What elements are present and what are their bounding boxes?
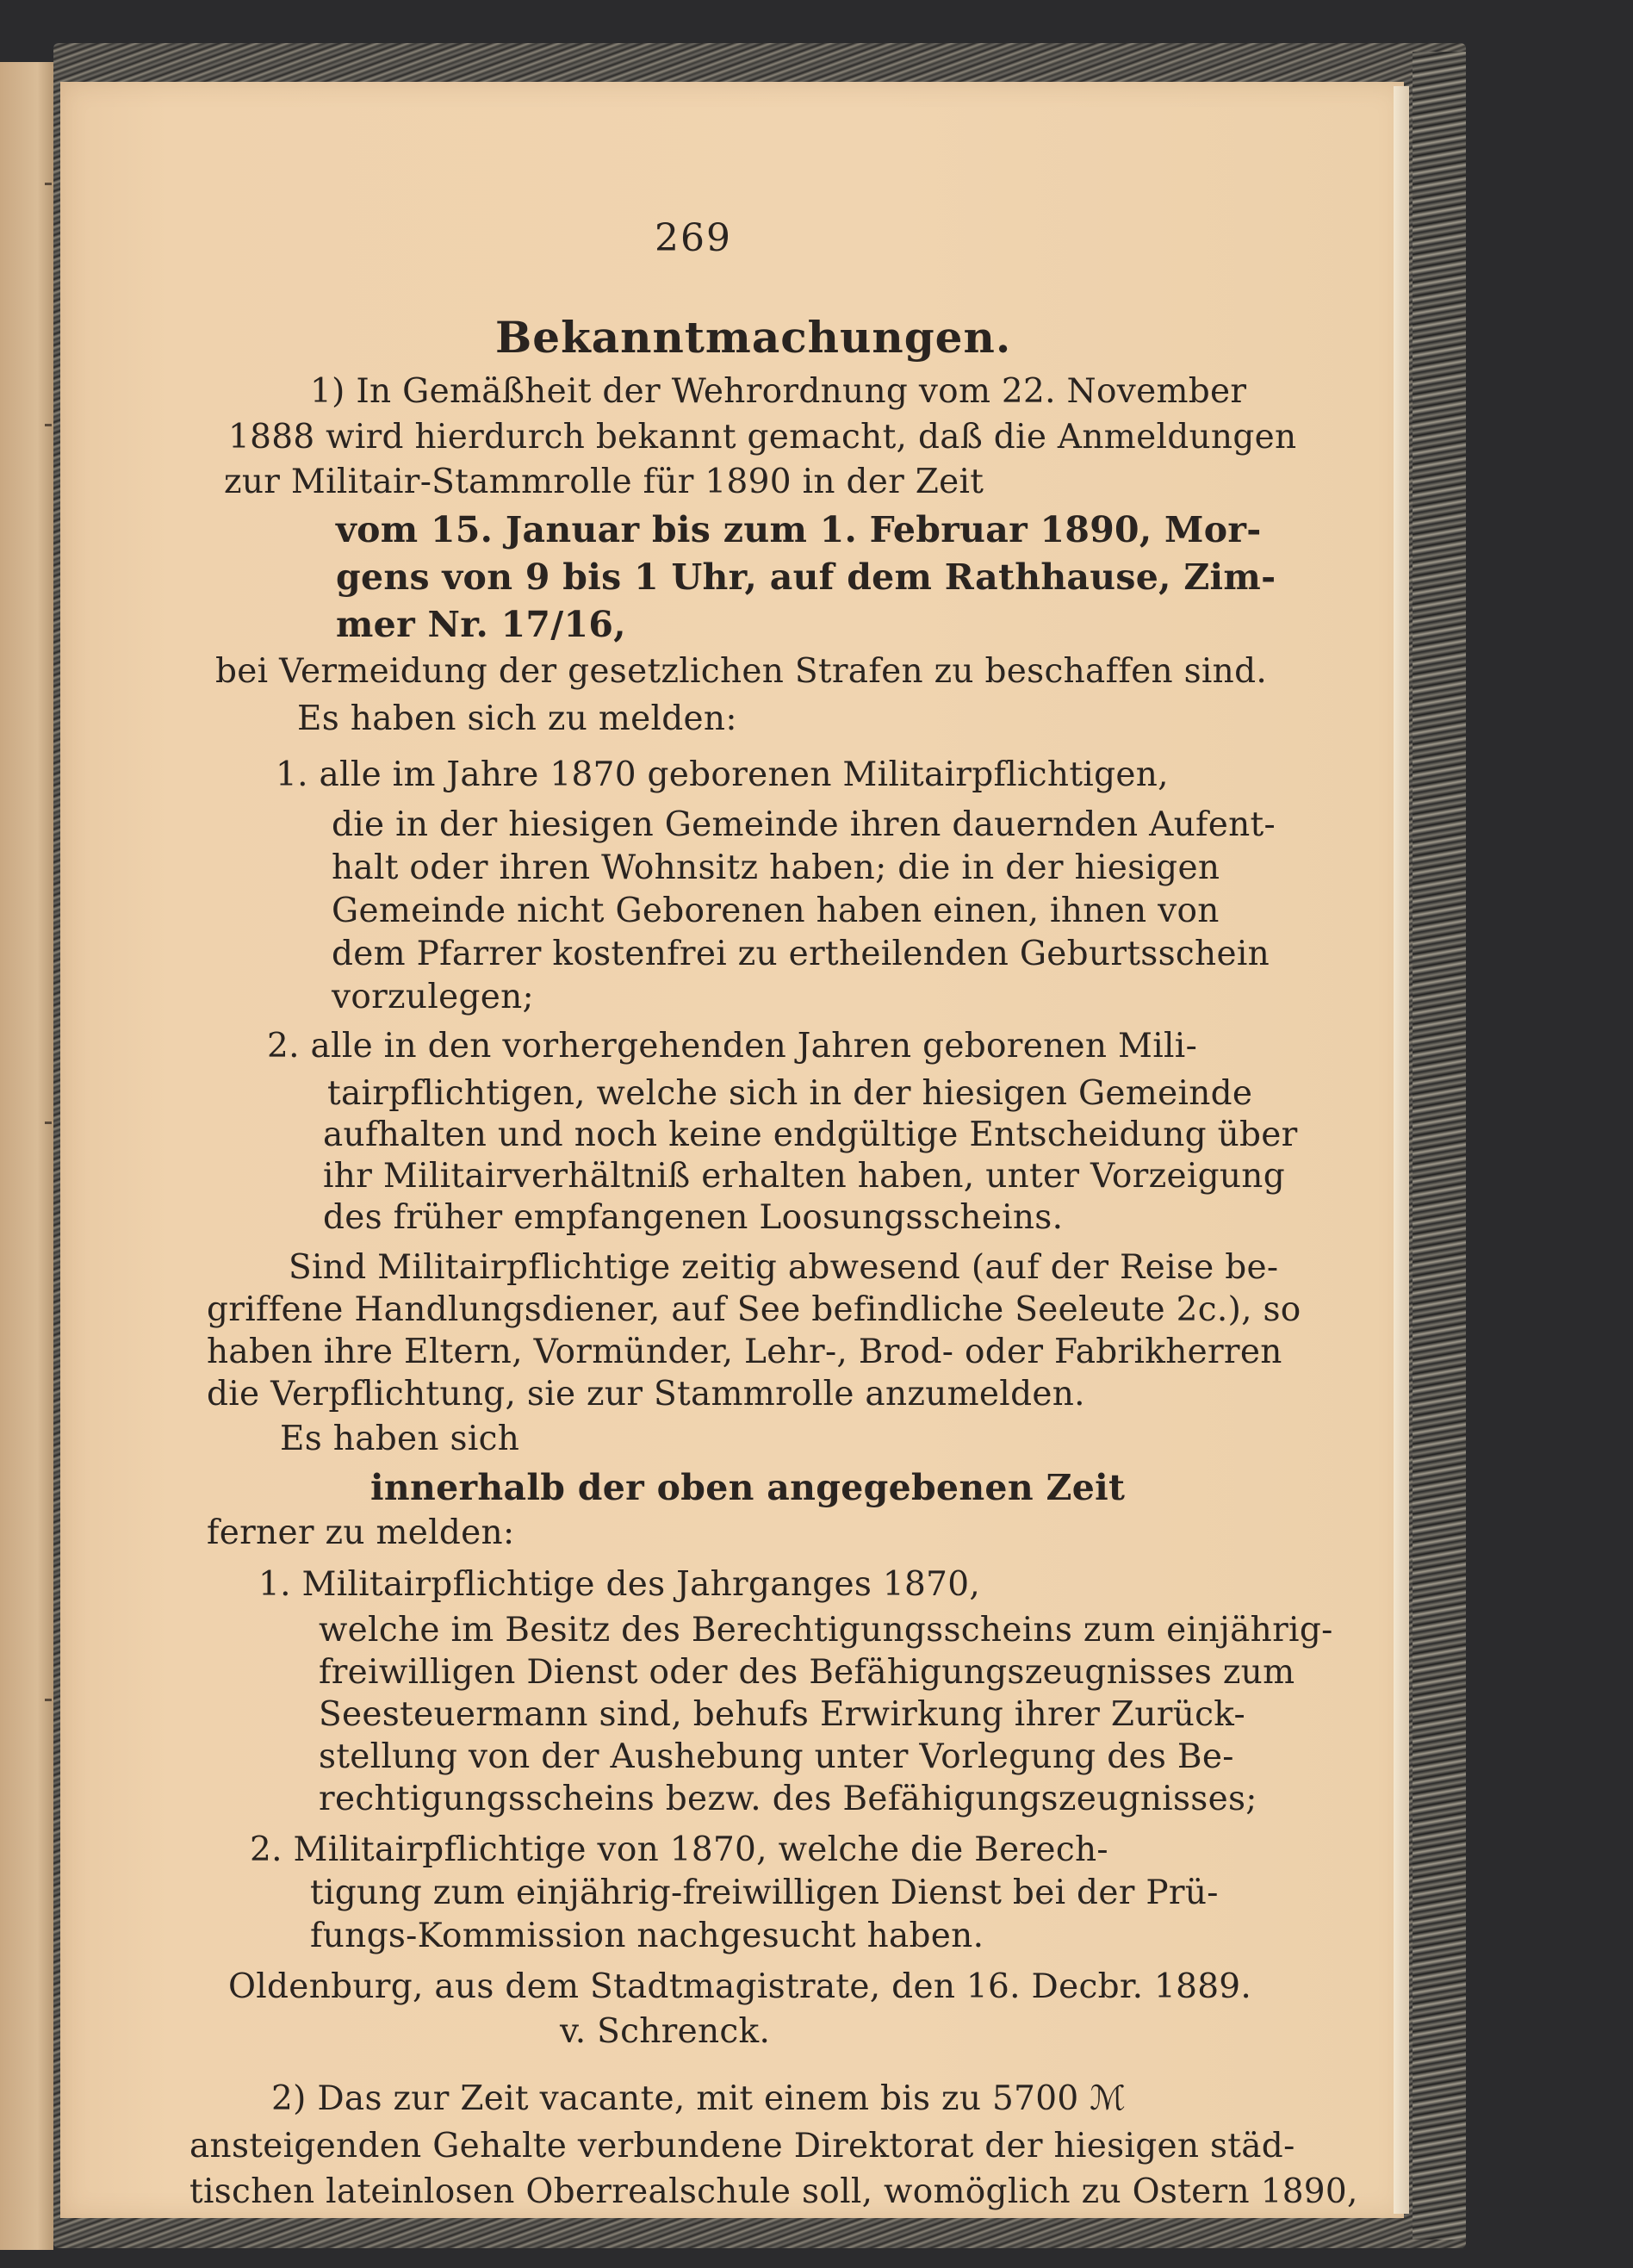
text-line: Sind Militairpflichtige zeitig abwesend (auf der Reise be- <box>289 1248 1279 1287</box>
page-heading: Bekanntmachungen. <box>495 312 1012 363</box>
text-line: tairpflichtigen, welche sich in der hiesigen Gemeinde <box>327 1074 1253 1113</box>
text-line: haben ihre Eltern, Vormünder, Lehr-, Brod- oder Fabrikherren <box>207 1333 1282 1371</box>
text-line: 1. Militairpflichtige des Jahrganges 1870, <box>258 1565 981 1604</box>
text-line: innerhalb der oben angegebenen Zeit <box>370 1467 1126 1508</box>
margin-mark <box>45 1699 52 1701</box>
text-line: rechtigungsscheins bezw. des Befähigungszeugnisses; <box>319 1780 1257 1818</box>
margin-mark <box>45 424 52 426</box>
text-line: Seesteuermann sind, behufs Erwirkung ihrer Zurück- <box>319 1695 1245 1734</box>
text-line: die Verpflichtung, sie zur Stammrolle anzumelden. <box>207 1375 1085 1414</box>
margin-mark <box>45 1122 52 1124</box>
text-line: Gemeinde nicht Geborenen haben einen, ihnen von <box>332 892 1220 930</box>
text-line: des früher empfangenen Loosungsscheins. <box>323 1198 1064 1237</box>
text-line: zur Militair-Stammrolle für 1890 in der Zeit <box>224 463 984 501</box>
page-text <box>60 82 1404 2218</box>
text-line: 2) Das zur Zeit vacante, mit einem bis zu 5700 ℳ <box>271 2079 1127 2118</box>
margin-mark <box>45 183 52 185</box>
text-line: 1. alle im Jahre 1870 geborenen Militairpflichtigen, <box>276 755 1169 794</box>
text-line: freiwilligen Dienst oder des Befähigungszeugnisses zum <box>319 1653 1295 1692</box>
text-line: Es haben sich zu melden: <box>297 699 737 738</box>
text-line: dem Pfarrer kostenfrei zu ertheilenden Geburtsschein <box>332 935 1270 973</box>
text-line: die in der hiesigen Gemeinde ihren dauernden Aufent- <box>332 805 1276 844</box>
text-line: ihr Militairverhältniß erhalten haben, unter Vorzeigung <box>323 1157 1285 1196</box>
book-page <box>60 82 1404 2218</box>
text-line: 1) In Gemäßheit der Wehrordnung vom 22. November <box>310 372 1247 411</box>
text-line: gens von 9 bis 1 Uhr, auf dem Rathhause, Zim- <box>336 556 1276 598</box>
text-line: 2. Militairpflichtige von 1870, welche die Berech- <box>250 1830 1108 1869</box>
text-line: v. Schrenck. <box>560 2012 771 2051</box>
text-line: halt oder ihren Wohnsitz haben; die in der hiesigen <box>332 848 1220 887</box>
text-line: vorzulegen; <box>332 978 534 1016</box>
text-line: tigung zum einjährig-freiwilligen Dienst bei der Prü- <box>310 1873 1219 1912</box>
marbled-cover-edge <box>1413 52 1466 2240</box>
page-edge-shadow <box>1394 86 1409 2214</box>
text-line: fungs-Kommission nachgesucht haben. <box>310 1917 984 1955</box>
text-line: 2. alle in den vorhergehenden Jahren geborenen Mili- <box>267 1027 1198 1066</box>
text-line: stellung von der Aushebung unter Vorlegung des Be- <box>319 1737 1234 1776</box>
text-line: ferner zu melden: <box>207 1513 515 1552</box>
text-line: ansteigenden Gehalte verbundene Direktorat der hiesigen städ- <box>189 2127 1295 2165</box>
page-number: 269 <box>655 216 732 260</box>
left-facing-page-edge <box>0 62 53 2250</box>
text-line: 1888 wird hierdurch bekannt gemacht, daß die Anmeldungen <box>228 418 1297 457</box>
text-line: mer Nr. 17/16, <box>336 604 626 645</box>
text-line: Oldenburg, aus dem Stadtmagistrate, den 16. Decbr. 1889. <box>228 1967 1252 2006</box>
text-line: aufhalten und noch keine endgültige Entscheidung über <box>323 1115 1298 1154</box>
text-line: welche im Besitz des Berechtigungsscheins zum einjährig- <box>319 1611 1333 1650</box>
text-line: tischen lateinlosen Oberrealschule soll, womöglich zu Ostern 1890, <box>189 2172 1358 2211</box>
text-line: vom 15. Januar bis zum 1. Februar 1890, Mor- <box>336 509 1262 550</box>
text-line: Es haben sich <box>280 1420 520 1458</box>
text-line: griffene Handlungsdiener, auf See befindliche Seeleute 2c.), so <box>207 1290 1301 1329</box>
text-line: bei Vermeidung der gesetzlichen Strafen zu beschaffen sind. <box>215 652 1268 691</box>
